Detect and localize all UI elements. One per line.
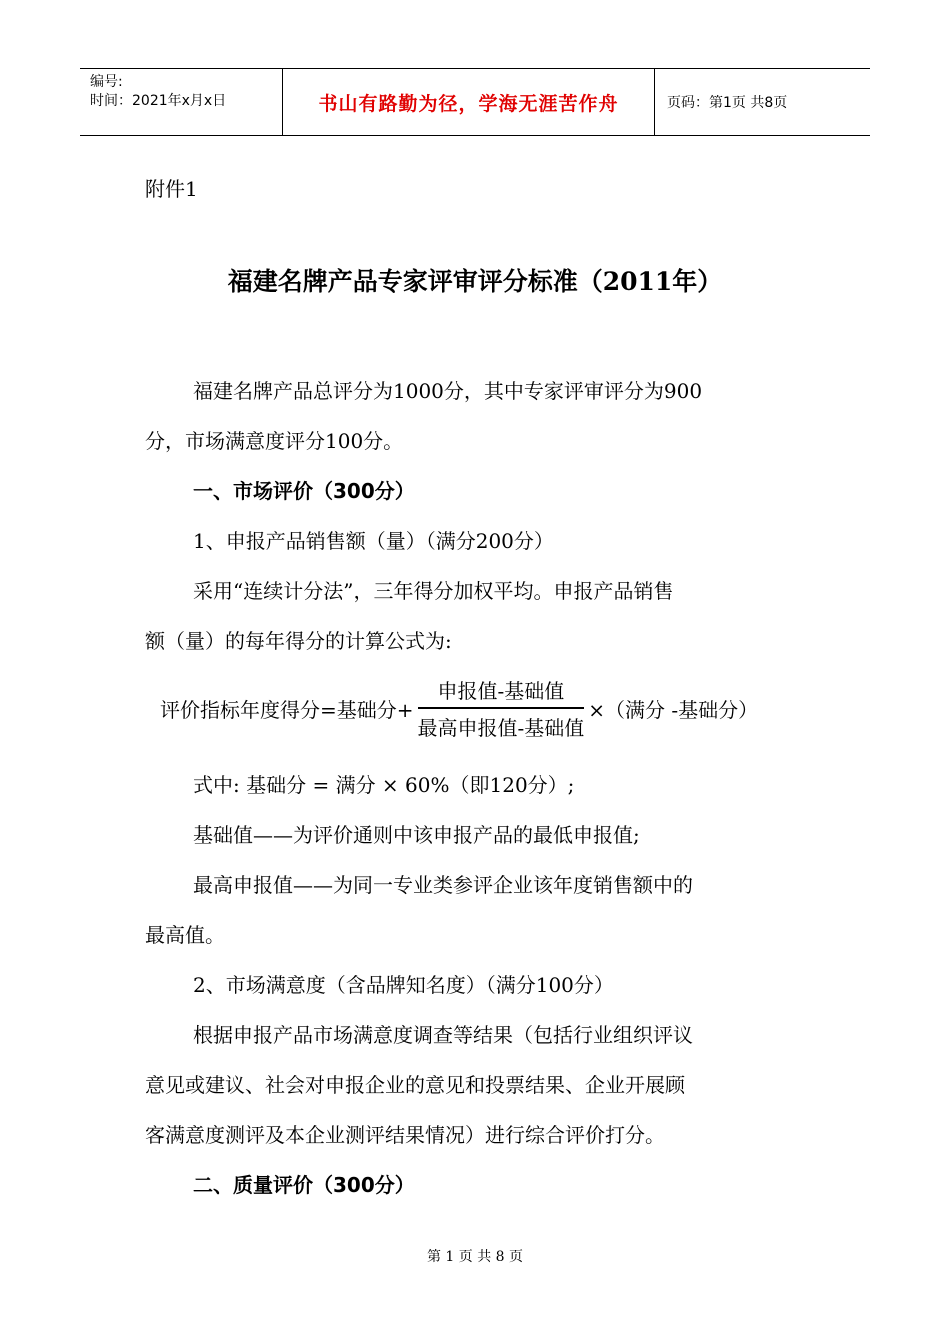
intro-paragraph xyxy=(145,366,825,466)
section-heading-quality: 二、质量评价（300分） xyxy=(193,1173,415,1197)
header-page-cell xyxy=(655,69,870,135)
header-motto-cell xyxy=(282,69,655,135)
page-footer: 第 1 页 共 8 页 xyxy=(426,1249,524,1265)
satisfaction-line-1: 根据申报产品市场满意度调查等结果（包括行业组织评议 xyxy=(193,1023,693,1047)
document-time-label: 时间：2021年x月x日 xyxy=(90,93,227,109)
score-formula xyxy=(160,678,758,738)
formula-denominator: 最高申报值-基础值 xyxy=(417,715,585,740)
notes-block xyxy=(145,760,825,1210)
formula-fraction xyxy=(418,675,585,741)
formula-numerator: 申报值-基础值 xyxy=(437,679,565,704)
document-title: 福建名牌产品专家评审评分标准（2011年） xyxy=(227,267,723,296)
header-page-number: 页码：第1页 共8页 xyxy=(667,95,788,111)
item-satisfaction-heading: 2、市场满意度（含品牌知名度）（满分100分） xyxy=(193,973,614,997)
note-base-score: 式中: 基础分 = 满分 × 60%（即120分）; xyxy=(193,773,575,797)
intro-line-1: 福建名牌产品总评分为1000分，其中专家评审评分为900 xyxy=(193,379,703,403)
satisfaction-line-2: 意见或建议、社会对申报企业的意见和投票结果、企业开展顾 xyxy=(145,1073,685,1097)
satisfaction-line-3: 客满意度测评及本企业测评结果情况）进行综合评价打分。 xyxy=(145,1123,665,1147)
section-heading-market: 一、市场评价（300分） xyxy=(193,479,415,503)
section-1-block xyxy=(145,466,825,666)
method-line-1: 采用“连续计分法”，三年得分加权平均。申报产品销售 xyxy=(193,579,674,603)
formula-rhs: ×（满分 -基础分） xyxy=(588,697,759,722)
header-left-cell xyxy=(80,69,282,135)
attachment-label: 附件1 xyxy=(145,177,198,201)
document-number-label: 编号: xyxy=(90,74,123,90)
method-line-2: 额（量）的每年得分的计算公式为: xyxy=(145,629,452,653)
page-header xyxy=(80,68,870,136)
note-max-value-2: 最高值。 xyxy=(145,923,225,947)
note-base-value: 基础值——为评价通则中该申报产品的最低申报值; xyxy=(193,823,640,847)
note-max-value-1: 最高申报值——为同一专业类参评企业该年度销售额中的 xyxy=(193,873,693,897)
item-sales-heading: 1、申报产品销售额（量）（满分200分） xyxy=(193,529,554,553)
formula-lhs: 评价指标年度得分=基础分+ xyxy=(160,697,414,722)
header-motto: 书山有路勤为径，学海无涯苦作舟 xyxy=(318,92,619,115)
intro-line-2: 分，市场满意度评分100分。 xyxy=(145,429,404,453)
